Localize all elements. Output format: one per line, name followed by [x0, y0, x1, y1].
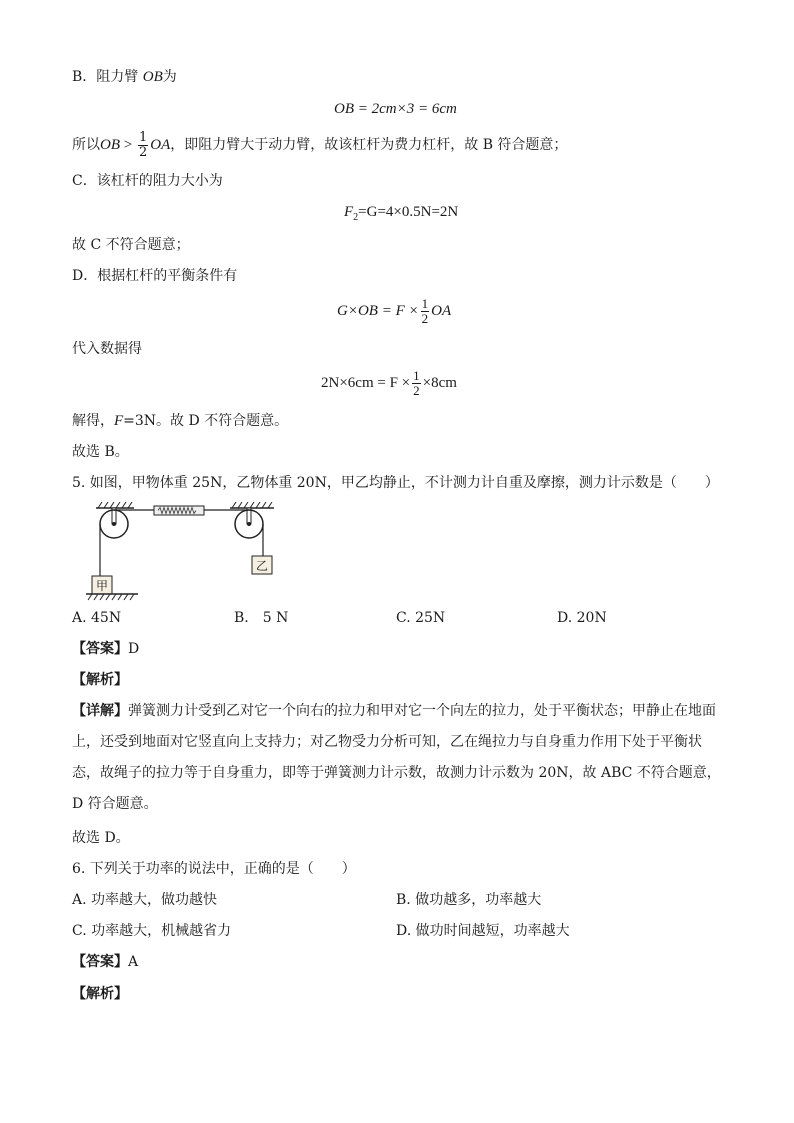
- math-ob: OB: [142, 69, 163, 85]
- detail-tag: 【详解】: [72, 703, 128, 719]
- math-oa: OA: [431, 303, 452, 319]
- q6-analysis-tag: 【解析】: [72, 986, 128, 1002]
- text: 解得，: [72, 413, 114, 429]
- so-line: [72, 128, 567, 162]
- answer-tag: 【答案】: [72, 641, 128, 657]
- option-d-intro: D．根据杠杆的平衡条件有: [72, 268, 238, 284]
- math-oa: OA: [150, 137, 171, 153]
- math-right: ×8cm: [422, 375, 457, 391]
- q5-option-a: A. 45N: [72, 610, 122, 626]
- q5-detail-line-4: D 符合题意。: [72, 796, 158, 812]
- text: B．阻力臂: [72, 69, 139, 85]
- q5-detail-line-1: [72, 696, 722, 727]
- q5-option-b: B. 5 N: [234, 610, 289, 626]
- pulley-left-axle: [112, 522, 116, 526]
- q5-detail-line-2: 上，还受到地面对它竖直向上支持力；对乙物受力分析可知，乙在绳拉力与自身重力作用下处于平衡状: [72, 734, 702, 750]
- option-c-conclusion: 故 C 不符合题意；: [72, 237, 190, 253]
- ceiling-right-hatch: [232, 502, 272, 508]
- equation-balance: [337, 294, 451, 328]
- text: =3N。故 D 不符合题意。: [123, 413, 289, 429]
- choose-b-line: 故选 B。: [72, 444, 129, 460]
- ceiling-left-hatch: [98, 502, 132, 508]
- q6-option-c: C. 功率越大，机械越省力: [72, 923, 232, 939]
- substitute-line: 代入数据得: [72, 341, 142, 357]
- solve-line: [72, 412, 288, 430]
- math-f: F: [344, 204, 354, 220]
- q5-option-c: C. 25N: [396, 610, 446, 626]
- q6-answer: [72, 953, 138, 971]
- math-left: G×OB = F ×: [337, 303, 419, 319]
- question-5-stem: 5. 如图，甲物体重 25N，乙物体重 20N，甲乙均静止，不计测力计自重及摩擦，测力计示数是（ ）: [72, 475, 719, 491]
- q6-option-d: D. 做功时间越短，功率越大: [396, 923, 570, 939]
- math-left: 2N×6cm = F ×: [321, 375, 411, 391]
- text: 所以: [72, 137, 100, 153]
- text: ，即阻力臂大于动力臂，故该杠杆为费力杠杆，故 B 符合题意；: [170, 137, 568, 153]
- fraction-denominator: 2: [421, 311, 429, 327]
- q5-choose: 故选 D。: [72, 830, 130, 846]
- fraction-numerator: 1: [413, 368, 420, 384]
- object-yi-label: 乙: [255, 559, 269, 573]
- math-ob: OB: [100, 137, 120, 153]
- fraction-numerator: 1: [138, 129, 148, 145]
- q5-answer: [72, 640, 139, 658]
- q6-option-a: A. 功率越大，做功越快: [72, 892, 218, 908]
- equation-ob: OB = 2cm×3 = 6cm: [334, 101, 457, 117]
- answer-value: D: [128, 641, 140, 657]
- q5-detail-line-3: 态，故绳子的拉力等于自身重力，即等于弹簧测力计示数，故测力计示数为 20N，故 ABC 不符合题意，: [72, 765, 721, 781]
- pulley-right-axle: [247, 522, 251, 526]
- fraction-half: [138, 131, 148, 160]
- fraction-denominator: 2: [413, 383, 420, 399]
- detail-text: 弹簧测力计受到乙对它一个向右的拉力和甲对它一个向左的拉力，处于平衡状态；甲静止在地面: [128, 703, 716, 719]
- answer-tag: 【答案】: [72, 954, 128, 970]
- q5-analysis-tag: 【解析】: [72, 672, 128, 688]
- fraction-half: [412, 369, 421, 398]
- text: 为: [162, 69, 177, 85]
- math-subscript: 2: [353, 212, 359, 223]
- equation-numeric: [321, 366, 457, 400]
- option-c-intro: C．该杠杆的阻力大小为: [72, 173, 223, 189]
- ground-hatch: [88, 594, 134, 600]
- fraction-numerator: 1: [421, 296, 429, 312]
- answer-value: A: [128, 954, 139, 970]
- fraction-denominator: 2: [138, 144, 148, 160]
- pulley-spring-figure: [86, 502, 296, 604]
- object-jia-label: 甲: [95, 579, 109, 593]
- equation-f2: [344, 203, 458, 227]
- question-6-stem: 6. 下列关于功率的说法中，正确的是（ ）: [72, 861, 356, 877]
- fraction-half: [421, 297, 430, 326]
- math-f: F: [114, 413, 124, 429]
- math-rest: =G=4×0.5N=2N: [358, 204, 459, 220]
- q5-option-d: D. 20N: [557, 610, 607, 626]
- q6-option-b: B. 做功越多，功率越大: [396, 892, 542, 908]
- option-b-intro: [72, 68, 177, 86]
- math-gt: >: [120, 137, 136, 153]
- q5-detail: [72, 696, 722, 820]
